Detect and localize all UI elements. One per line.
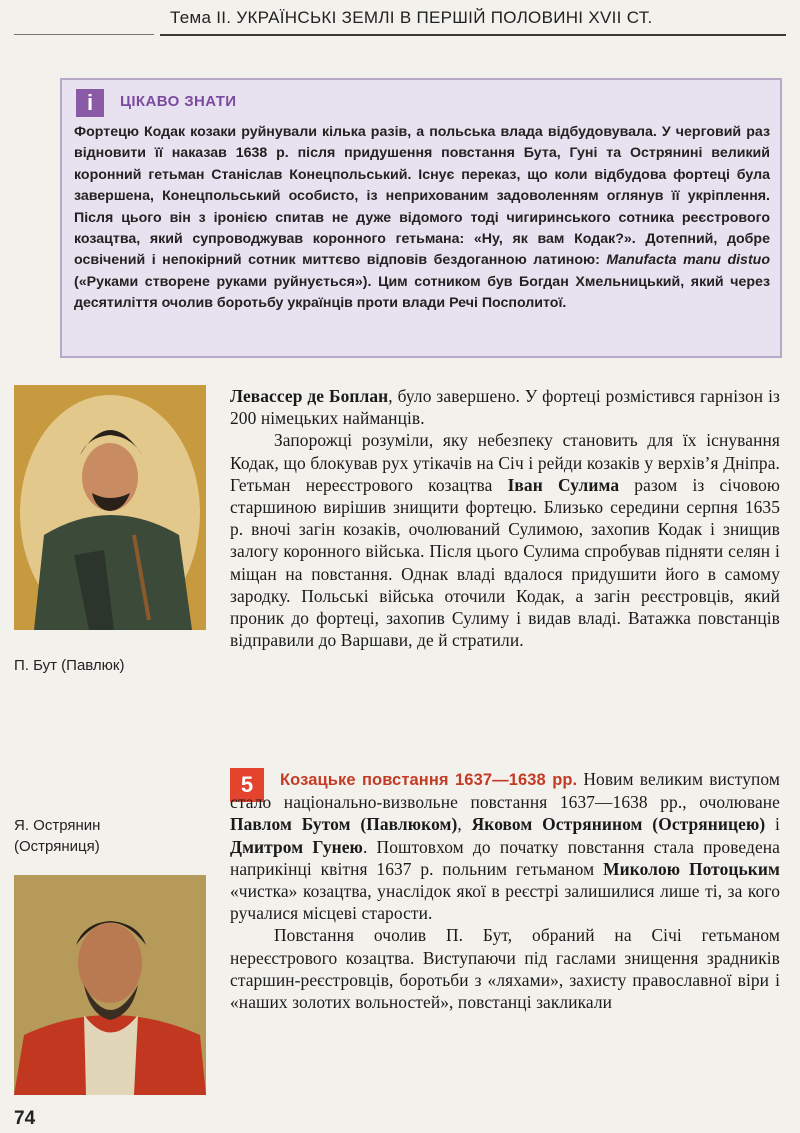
section-5-text [230,768,780,1013]
paragraph-boplan [230,385,780,651]
bold-name-potocki: Миколою Потоцьким [603,858,780,879]
paragraph-sulyma [230,429,780,651]
bold-name-but: Павлом Бутом (Павлюком) [230,814,458,835]
text-run: , [457,814,472,835]
latin-phrase: Manufacta manu distuo [606,252,770,269]
portrait-ostrianyn-image [14,875,206,1095]
caption-but: П. Бут (Павлюк) [14,657,125,674]
interesting-facts-box [60,78,782,358]
portrait-but-image [14,385,206,630]
bold-name-sulyma: Іван Сулима [507,474,620,495]
info-icon: i [76,89,104,117]
header-rule-left [14,34,154,35]
text-run: Запорожці розуміли, яку небезпеку становить для їх існування Кодак, що блокував рух утікачів на Січ і рейди козаків у верхів’я Дніпра. Гетьман нереєстрового козацтва [230,430,780,495]
page-number: 74 [14,1108,36,1129]
section-title: Козацьке повстання 1637—1638 рр. [280,771,578,789]
info-box-text [74,122,770,315]
info-text-part: («Руками створене руками руйнується»). Цим сотником був Богдан Хмельницький, який через десятиліття очолив боротьбу українців проти влади Речі Посполитої. [74,273,770,312]
text-run: «чистка» козацтва, унаслідок якої в реєстрі залишилися лише ті, за кого ручалися місцеві старости. [230,881,780,924]
info-box-title: ЦІКАВО ЗНАТИ [120,93,237,110]
header-rule [160,34,786,36]
page-header [0,0,800,40]
text-run: разом із січовою старшиною вирішив знищити фортецю. Близько середини серпня 1635 р. вночі загін козаків, очолюваний Сулимою, захопив Кодак і знищив залогу коронного війська. Після цього Сулима спробував підняти селян і міщан на повстання. Однак владі вдалося придушити його в самому зародку. Польські війська оточили Кодак, а загін реєстровців, який проник до фортеці, захопив Сулиму і видав владі. Ватажка повстанців відправили до Варшави, де й стратили. [230,474,780,651]
paragraph-uprising: Повстання очолив П. Бут, обраний на Січі гетьманом нереєстрового козацтва. Виступаючи під гаслами знищення зрадників старшин-реєстровців, боротьби з «ляхами», захисту православної віри і «наших золотих вольностей», повстанці закликали [230,925,780,1013]
caption-line: Я. Острянин [14,817,101,834]
info-text-part: Фортецю Кодак козаки руйнували кілька разів, а польська влада відбудовувала. У черговий раз відновити її наказав 1638 р. після придушення повстання Бута, Гуні та Острянині великий коронний гетьман Станіслав Конецпольський. Існує переказ, що коли відбудова фортеці була завершена, Конецпольський особисто, із неприхованим задоволенням оглянув її укріплення. Після цього він з іронією спитав не дуже відомого тоді чигиринського сотника реєстрового козацтва, який супроводжував коронного гетьмана: «Ну, як вам Кодак?». Дотепний, добре освічений і непокірний сотник миттєво відповів бездоганною латиною: [74,124,770,269]
caption-line: (Остряниця) [14,838,100,855]
bold-name-boplan: Левассер де Боплан [230,386,389,406]
bold-name-ostrianyn: Яковом Острянином (Остряницею) [471,814,766,835]
text-run: . Поштовхом до початку повстання стала проведена наприкінці квітня 1637 р. польним гетьманом [230,836,780,879]
section-number-badge: 5 [230,768,264,802]
text-run: і [765,814,780,835]
caption-ostrianyn [14,815,100,857]
page-header-title: Тема II. УКРАЇНСЬКІ ЗЕМЛІ В ПЕРШІЙ ПОЛОВИНІ XVII СТ. [170,8,653,27]
text-run: , було завершено. У фортеці розмістився гарнізон із 200 німецьких найманців. [230,386,780,429]
text-run: Новим великим виступом стало національно-визвольне повстання 1637—1638 рр., очолюване [230,769,780,813]
bold-name-hunia: Дмитром Гунею [230,836,363,857]
